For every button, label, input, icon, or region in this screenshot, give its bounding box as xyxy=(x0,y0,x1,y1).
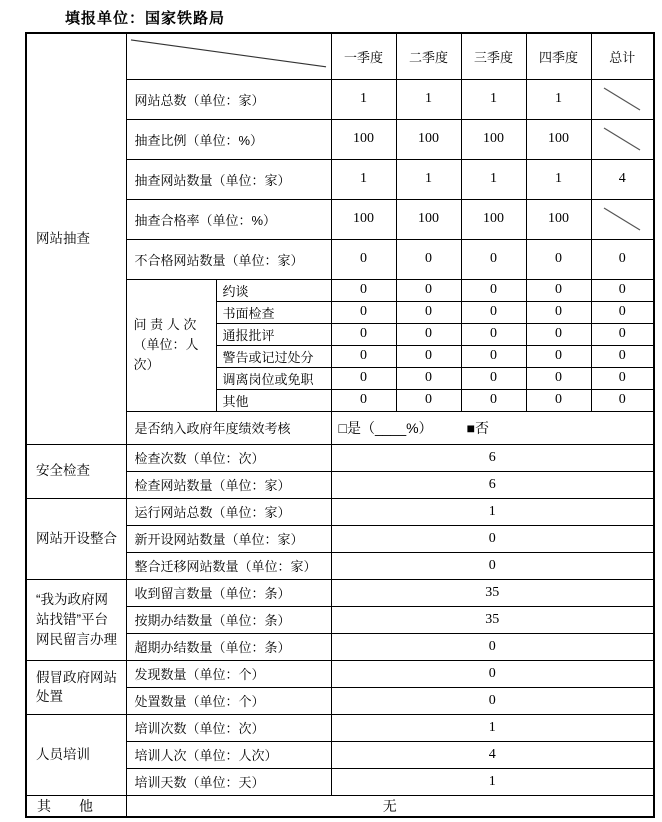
cell-value: 0 xyxy=(461,389,526,411)
table-row xyxy=(26,660,654,687)
row-label: 整合迁移网站数量（单位：家） xyxy=(126,552,331,579)
cell-total: 4 xyxy=(591,159,654,199)
cell-value: 0 xyxy=(461,367,526,389)
cell-value: 0 xyxy=(591,279,654,301)
diagonal-slash-icon xyxy=(600,124,644,154)
cell-value: 100 xyxy=(396,119,461,159)
cell-value: 0 xyxy=(591,301,654,323)
category-other: 其 他 xyxy=(26,795,126,817)
cell-value: 0 xyxy=(396,367,461,389)
report-table xyxy=(25,32,655,818)
cell-value: 0 xyxy=(331,660,654,687)
cell-value: 1 xyxy=(331,714,654,741)
cell-value: 100 xyxy=(331,199,396,239)
column-header-q3: 三季度 xyxy=(461,33,526,79)
cell-value: 1 xyxy=(331,159,396,199)
cell-value: 1 xyxy=(331,79,396,119)
cell-value: 0 xyxy=(461,279,526,301)
cell-value: 0 xyxy=(331,323,396,345)
row-label: 培训天数（单位：天） xyxy=(126,768,331,795)
row-label: 其他 xyxy=(216,389,331,411)
row-label: 新开设网站数量（单位：家） xyxy=(126,525,331,552)
row-label: 约谈 xyxy=(216,279,331,301)
cell-value: 0 xyxy=(461,239,526,279)
row-label: 处置数量（单位：个） xyxy=(126,687,331,714)
diagonal-header-cell xyxy=(126,33,331,79)
cell-value: 100 xyxy=(396,199,461,239)
cell-value: 1 xyxy=(461,79,526,119)
category-error-report-platform: “我为政府网站找错”平台网民留言办理 xyxy=(26,579,126,660)
cell-value: 0 xyxy=(526,389,591,411)
cell-value: 0 xyxy=(526,239,591,279)
cell-value: 0 xyxy=(526,367,591,389)
cell-value: 0 xyxy=(591,345,654,367)
row-label: 是否纳入政府年度绩效考核 xyxy=(126,411,331,444)
row-label: 超期办结数量（单位：条） xyxy=(126,633,331,660)
row-label: 网站总数（单位：家） xyxy=(126,79,331,119)
row-label: 抽查比例（单位：%） xyxy=(126,119,331,159)
row-label: 通报批评 xyxy=(216,323,331,345)
cell-value: 0 xyxy=(331,345,396,367)
column-header-q1: 一季度 xyxy=(331,33,396,79)
cell-value: 0 xyxy=(331,525,654,552)
cell-value: 0 xyxy=(591,367,654,389)
row-label: 调离岗位或免职 xyxy=(216,367,331,389)
accountability-group-label: 问 责 人 次（单位：人次） xyxy=(126,279,216,411)
category-fake-website-handling: 假冒政府网站处置 xyxy=(26,660,126,714)
row-label: 书面检查 xyxy=(216,301,331,323)
row-label: 按期办结数量（单位：条） xyxy=(126,606,331,633)
cell-value: 100 xyxy=(461,119,526,159)
cell-value: 100 xyxy=(526,119,591,159)
other-value: 无 xyxy=(126,795,654,817)
row-label: 收到留言数量（单位：条） xyxy=(126,579,331,606)
cell-value: 100 xyxy=(461,199,526,239)
not-applicable-cell xyxy=(591,119,654,159)
cell-value: 0 xyxy=(331,552,654,579)
table-row xyxy=(26,579,654,606)
cell-value: 100 xyxy=(331,119,396,159)
cell-value: 100 xyxy=(526,199,591,239)
assessment-options-cell xyxy=(331,411,654,444)
cell-value: 0 xyxy=(526,279,591,301)
cell-value: 0 xyxy=(331,633,654,660)
diagonal-slash-icon xyxy=(127,34,331,79)
cell-value: 0 xyxy=(591,323,654,345)
cell-value: 0 xyxy=(526,301,591,323)
cell-value: 6 xyxy=(331,444,654,471)
cell-value: 0 xyxy=(396,389,461,411)
cell-value: 35 xyxy=(331,579,654,606)
row-label: 运行网站总数（单位：家） xyxy=(126,498,331,525)
cell-value: 1 xyxy=(396,159,461,199)
cell-value: 0 xyxy=(526,345,591,367)
cell-value: 0 xyxy=(331,367,396,389)
cell-value: 0 xyxy=(396,239,461,279)
cell-value: 0 xyxy=(461,345,526,367)
cell-value: 0 xyxy=(331,279,396,301)
cell-value: 0 xyxy=(526,323,591,345)
cell-value: 1 xyxy=(331,768,654,795)
table-header-row xyxy=(26,33,654,79)
assessment-yes-option[interactable]: □是（____%） xyxy=(338,419,433,436)
row-label: 不合格网站数量（单位：家） xyxy=(126,239,331,279)
row-label: 抽查网站数量（单位：家） xyxy=(126,159,331,199)
cell-value: 0 xyxy=(396,323,461,345)
cell-value: 0 xyxy=(396,345,461,367)
row-label: 发现数量（单位：个） xyxy=(126,660,331,687)
diagonal-slash-icon xyxy=(600,204,644,234)
cell-value: 1 xyxy=(526,159,591,199)
category-website-sampling: 网站抽查 xyxy=(26,33,126,444)
row-label: 培训人次（单位：人次） xyxy=(126,741,331,768)
cell-value: 1 xyxy=(396,79,461,119)
cell-value: 1 xyxy=(526,79,591,119)
row-label: 培训次数（单位：次） xyxy=(126,714,331,741)
category-security-check: 安全检查 xyxy=(26,444,126,498)
other-row xyxy=(26,795,654,817)
table-row xyxy=(26,714,654,741)
column-header-q2: 二季度 xyxy=(396,33,461,79)
cell-value: 0 xyxy=(591,389,654,411)
cell-value: 1 xyxy=(331,498,654,525)
column-header-total: 总计 xyxy=(591,33,654,79)
column-header-q4: 四季度 xyxy=(526,33,591,79)
cell-value: 0 xyxy=(331,239,396,279)
cell-value: 0 xyxy=(461,301,526,323)
cell-value: 0 xyxy=(331,389,396,411)
cell-value: 0 xyxy=(331,687,654,714)
cell-value: 1 xyxy=(461,159,526,199)
row-label: 检查网站数量（单位：家） xyxy=(126,471,331,498)
cell-value: 0 xyxy=(396,301,461,323)
cell-value: 4 xyxy=(331,741,654,768)
table-row xyxy=(26,444,654,471)
not-applicable-cell xyxy=(591,199,654,239)
cell-value: 0 xyxy=(461,323,526,345)
reporting-unit-title: 填报单位：国家铁路局 xyxy=(65,11,226,27)
cell-value: 0 xyxy=(331,301,396,323)
table-row xyxy=(26,498,654,525)
category-personnel-training: 人员培训 xyxy=(26,714,126,795)
cell-value: 0 xyxy=(396,279,461,301)
category-website-integration: 网站开设整合 xyxy=(26,498,126,579)
diagonal-slash-icon xyxy=(600,84,644,114)
row-label: 检查次数（单位：次） xyxy=(126,444,331,471)
cell-total: 0 xyxy=(591,239,654,279)
cell-value: 35 xyxy=(331,606,654,633)
row-label: 抽查合格率（单位：%） xyxy=(126,199,331,239)
assessment-no-option[interactable]: ■否 xyxy=(466,419,490,436)
row-label: 警告或记过处分 xyxy=(216,345,331,367)
cell-value: 6 xyxy=(331,471,654,498)
not-applicable-cell xyxy=(591,79,654,119)
